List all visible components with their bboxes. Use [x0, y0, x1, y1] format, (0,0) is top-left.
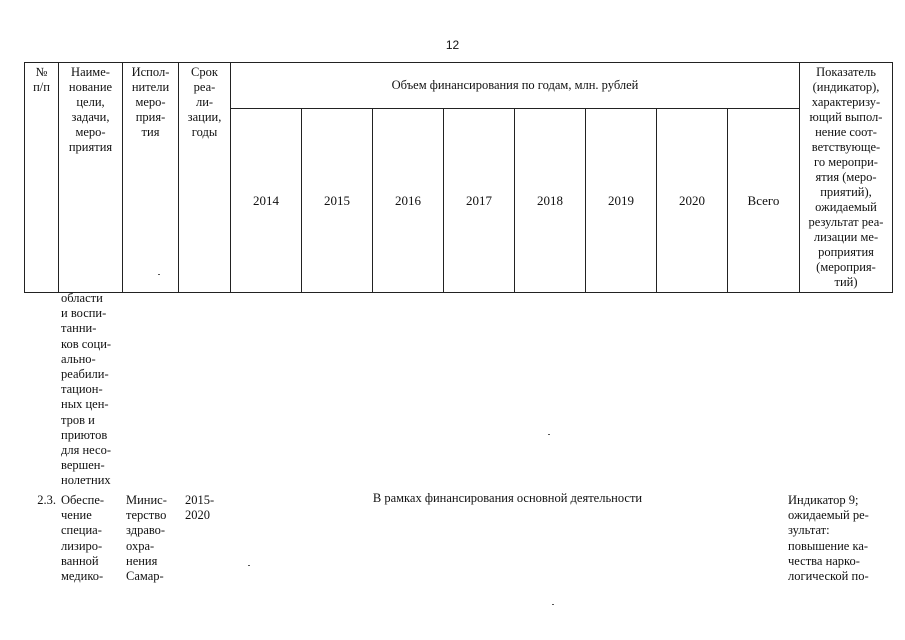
header-year-2015: 2015 — [302, 109, 373, 293]
header-total-cell: Всего — [728, 109, 800, 293]
row-indicator: Индикатор 9; ожидаемый ре- зультат: повышение ка- чества нарко- логической по- — [788, 493, 869, 584]
header-year-2014: 2014 — [231, 109, 302, 293]
scan-speck — [552, 604, 554, 605]
row-number: 2.3. — [37, 493, 56, 507]
row-executor: Минис- терство здраво- охра- нения Самар- — [126, 493, 167, 584]
row-term: 2015- 2020 — [185, 493, 215, 523]
header-year-2019: 2019 — [586, 109, 657, 293]
header-year-2016: 2016 — [373, 109, 444, 293]
page-number: 12 — [445, 38, 460, 52]
header-financing-cell: Объем финансирования по годам, млн. рублей — [231, 63, 800, 109]
scan-speck — [548, 434, 550, 435]
scan-speck — [248, 565, 250, 566]
header-name-cell: Наиме- нование цели, задачи, меро- приятия — [59, 63, 123, 293]
header-year-2018: 2018 — [515, 109, 586, 293]
header-executors-cell: Испол- нители меро- прия- тия — [123, 63, 179, 293]
scan-speck — [158, 274, 160, 275]
row-measure-name: Обеспе- чение специа- лизиро- ванной медико- — [61, 493, 105, 584]
row-financing-note: В рамках финансирования основной деятельности — [372, 491, 643, 505]
header-year-2017: 2017 — [444, 109, 515, 293]
header-year-2020: 2020 — [657, 109, 728, 293]
header-term-cell: Срок реа- ли- зации, годы — [179, 63, 231, 293]
program-table-header — [24, 62, 893, 293]
header-number-cell: № п/п — [25, 63, 59, 293]
continued-measure-name: области и воспи- танни- ков соци- ально- реабили- тацион- ных цен- тров и приютов для несо- вершен- нолетних — [61, 291, 112, 488]
header-indicator-cell: Показатель (индикатор), характеризу- ющий выпол- нение соот- ветствующе- го меропри- ятия (меро- приятий), ожидаемый результат реа- лизации ме- роприятия (мероприя- тий) — [800, 63, 893, 293]
